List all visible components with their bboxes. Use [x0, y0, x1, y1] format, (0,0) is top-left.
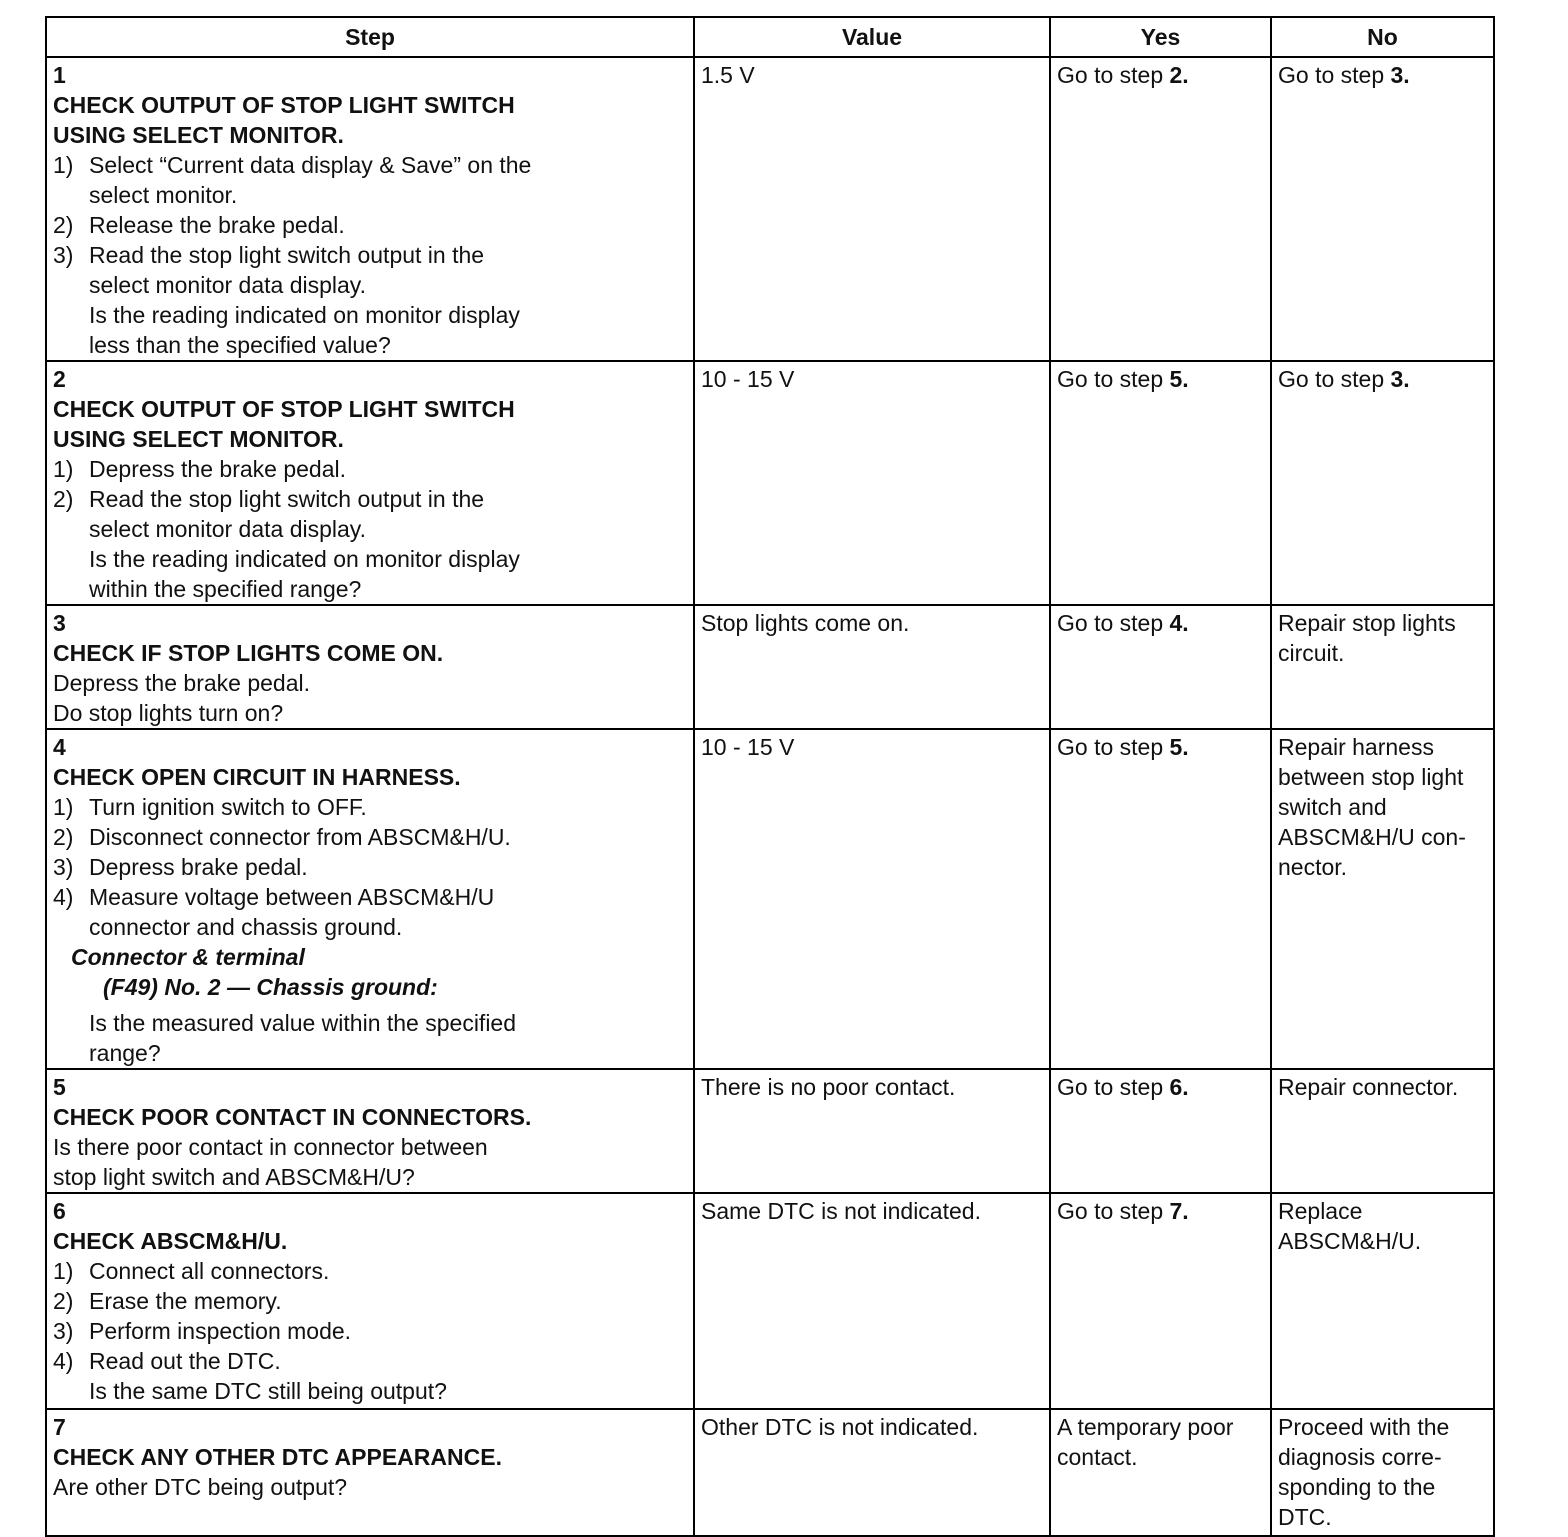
step-body	[53, 762, 573, 1068]
no-line: ABSCM&H/U.	[1278, 1228, 1422, 1254]
step-cell	[46, 1193, 694, 1409]
yes-step-number: 7.	[1169, 1198, 1189, 1224]
no-step-number: 3.	[1390, 62, 1410, 88]
no-cell	[1271, 729, 1494, 1069]
connector-label: Connector & terminal	[71, 944, 305, 970]
yes-cell: Go to step 5.	[1050, 729, 1271, 1069]
step-title: CHECK ABSCM&H/U.	[53, 1228, 288, 1254]
no-line: Proceed with the	[1278, 1414, 1450, 1440]
substep-text	[89, 454, 573, 484]
yes-step-number: 6.	[1169, 1074, 1189, 1100]
header-step: Step	[46, 17, 694, 57]
table-row	[46, 729, 1494, 1069]
header-yes: Yes	[1050, 17, 1271, 57]
substep	[53, 1286, 573, 1316]
header-value: Value	[694, 17, 1050, 57]
substep	[53, 852, 573, 882]
value-cell: Stop lights come on.	[694, 605, 1050, 729]
substep-line: select monitor data display.	[89, 272, 366, 298]
step-title: CHECK OUTPUT OF STOP LIGHT SWITCH	[53, 396, 515, 422]
substep-text	[89, 484, 573, 544]
header-no: No	[1271, 17, 1494, 57]
substep-line: Read out the DTC.	[89, 1348, 281, 1374]
step-text: Do stop lights turn on?	[53, 700, 284, 726]
step-body	[53, 90, 573, 360]
substep-number: 2)	[53, 212, 74, 238]
step-text: Depress the brake pedal.	[53, 670, 310, 696]
step-title: CHECK ANY OTHER DTC APPEARANCE.	[53, 1444, 502, 1470]
substep	[53, 484, 573, 544]
table-row	[46, 1069, 1494, 1193]
substep	[53, 1346, 573, 1376]
substep-line: Release the brake pedal.	[89, 212, 345, 238]
step-question: Is the measured value within the specified	[89, 1010, 517, 1036]
substep	[53, 1256, 573, 1286]
step-body	[53, 394, 573, 604]
no-cell	[1271, 605, 1494, 729]
yes-step-number: 4.	[1169, 610, 1189, 636]
substep-line: Select “Current data display & Save” on the	[89, 152, 532, 178]
substep-line: select monitor.	[89, 182, 238, 208]
step-number: 1	[53, 62, 66, 88]
yes-cell: Go to step 2.	[1050, 57, 1271, 361]
substep-line: Read the stop light switch output in the	[89, 242, 485, 268]
substep-line: Erase the memory.	[89, 1288, 282, 1314]
substep-number: 2)	[53, 1288, 74, 1314]
step-title: CHECK OUTPUT OF STOP LIGHT SWITCH	[53, 92, 515, 118]
step-cell	[46, 361, 694, 605]
substep-text	[89, 822, 573, 852]
step-title: USING SELECT MONITOR.	[53, 426, 344, 452]
step-question: Is the same DTC still being output?	[89, 1378, 447, 1404]
no-cell	[1271, 1193, 1494, 1409]
connector-spec: (F49) No. 2 — Chassis ground:	[103, 974, 438, 1000]
substep-line: select monitor data display.	[89, 516, 366, 542]
substep-line: Depress the brake pedal.	[89, 456, 346, 482]
step-text: stop light switch and ABSCM&H/U?	[53, 1164, 415, 1190]
yes-cell: Go to step 5.	[1050, 361, 1271, 605]
table-row	[46, 1193, 1494, 1409]
substep	[53, 822, 573, 852]
step-cell	[46, 1409, 694, 1536]
substep	[53, 792, 573, 822]
table-row	[46, 605, 1494, 729]
substep	[53, 1316, 573, 1346]
step-text: Are other DTC being output?	[53, 1474, 348, 1500]
value-cell: There is no poor contact.	[694, 1069, 1050, 1193]
substep-text	[89, 1286, 573, 1316]
substep-text	[89, 150, 573, 210]
step-cell	[46, 729, 694, 1069]
substep-number: 3)	[53, 242, 74, 268]
no-line: diagnosis corre-	[1278, 1444, 1442, 1470]
substep-number: 3)	[53, 854, 74, 880]
step-cell	[46, 57, 694, 361]
substep-text	[89, 1346, 573, 1376]
step-text: Is there poor contact in connector between	[53, 1134, 488, 1160]
no-cell	[1271, 57, 1494, 361]
substep	[53, 150, 573, 210]
substep-line: Turn ignition switch to OFF.	[89, 794, 367, 820]
step-title: USING SELECT MONITOR.	[53, 122, 344, 148]
table-header-row	[46, 17, 1494, 57]
table-row	[46, 1409, 1494, 1536]
yes-line: A temporary poor	[1057, 1414, 1234, 1440]
no-line: sponding to the	[1278, 1474, 1436, 1500]
no-line: switch and	[1278, 794, 1387, 820]
value-cell: 10 - 15 V	[694, 729, 1050, 1069]
substep-line: connector and chassis ground.	[89, 914, 403, 940]
substep	[53, 882, 573, 942]
step-body	[53, 638, 573, 728]
no-line: circuit.	[1278, 640, 1345, 666]
substep-line: Depress brake pedal.	[89, 854, 308, 880]
substep-text	[89, 882, 573, 942]
substep	[53, 454, 573, 484]
substep	[53, 210, 573, 240]
no-line: Repair stop lights	[1278, 610, 1456, 636]
substep-text	[89, 210, 573, 240]
no-line: Replace	[1278, 1198, 1363, 1224]
step-number: 3	[53, 610, 66, 636]
substep-number: 1)	[53, 152, 74, 178]
step-number: 7	[53, 1414, 66, 1440]
yes-step-number: 2.	[1169, 62, 1189, 88]
substep-text	[89, 240, 573, 300]
no-line: Repair connector.	[1278, 1074, 1459, 1100]
no-line: DTC.	[1278, 1504, 1332, 1530]
yes-step-number: 5.	[1169, 366, 1189, 392]
substep	[53, 240, 573, 300]
substep-number: 3)	[53, 1318, 74, 1344]
yes-cell: Go to step 6.	[1050, 1069, 1271, 1193]
no-line: Go to step 3.	[1278, 62, 1410, 88]
step-question: less than the specified value?	[89, 332, 391, 358]
diagnostic-table	[45, 16, 1495, 1537]
substep-number: 1)	[53, 794, 74, 820]
no-cell	[1271, 1409, 1494, 1536]
substep-line: Read the stop light switch output in the	[89, 486, 485, 512]
value-cell: Other DTC is not indicated.	[694, 1409, 1050, 1536]
substep-line: Measure voltage between ABSCM&H/U	[89, 884, 495, 910]
no-line: Repair harness	[1278, 734, 1434, 760]
step-number: 6	[53, 1198, 66, 1224]
table-body	[46, 57, 1494, 1536]
step-title: CHECK OPEN CIRCUIT IN HARNESS.	[53, 764, 461, 790]
substep-text	[89, 1256, 573, 1286]
step-question: Is the reading indicated on monitor display	[89, 302, 520, 328]
no-line: nector.	[1278, 854, 1348, 880]
substep-line: Connect all connectors.	[89, 1258, 330, 1284]
substep-line: Disconnect connector from ABSCM&H/U.	[89, 824, 511, 850]
step-cell	[46, 1069, 694, 1193]
substep-number: 4)	[53, 884, 74, 910]
substep-number: 2)	[53, 824, 74, 850]
substep-text	[89, 792, 573, 822]
table-row	[46, 361, 1494, 605]
step-body	[53, 1226, 573, 1406]
no-line: between stop light	[1278, 764, 1464, 790]
substep-text	[89, 1316, 573, 1346]
step-title: CHECK IF STOP LIGHTS COME ON.	[53, 640, 444, 666]
table-row	[46, 57, 1494, 361]
step-question: Is the reading indicated on monitor display	[89, 546, 520, 572]
substep-number: 1)	[53, 1258, 74, 1284]
step-number: 2	[53, 366, 66, 392]
substep-text	[89, 852, 573, 882]
value-cell: Same DTC is not indicated.	[694, 1193, 1050, 1409]
value-cell: 1.5 V	[694, 57, 1050, 361]
step-number: 4	[53, 734, 66, 760]
step-question: within the specified range?	[89, 576, 362, 602]
substep-line: Perform inspection mode.	[89, 1318, 352, 1344]
yes-line: contact.	[1057, 1444, 1138, 1470]
step-number: 5	[53, 1074, 66, 1100]
value-cell: 10 - 15 V	[694, 361, 1050, 605]
no-step-number: 3.	[1390, 366, 1410, 392]
no-cell	[1271, 1069, 1494, 1193]
step-body	[53, 1442, 573, 1502]
step-cell	[46, 605, 694, 729]
substep-number: 2)	[53, 486, 74, 512]
yes-cell	[1050, 1409, 1271, 1536]
substep-number: 4)	[53, 1348, 74, 1374]
no-line: Go to step 3.	[1278, 366, 1410, 392]
step-body	[53, 1102, 573, 1192]
yes-cell: Go to step 4.	[1050, 605, 1271, 729]
yes-step-number: 5.	[1169, 734, 1189, 760]
no-line: ABSCM&H/U con-	[1278, 824, 1466, 850]
yes-cell: Go to step 7.	[1050, 1193, 1271, 1409]
substep-number: 1)	[53, 456, 74, 482]
no-cell	[1271, 361, 1494, 605]
step-title: CHECK POOR CONTACT IN CONNECTORS.	[53, 1104, 532, 1130]
step-question: range?	[89, 1040, 161, 1066]
